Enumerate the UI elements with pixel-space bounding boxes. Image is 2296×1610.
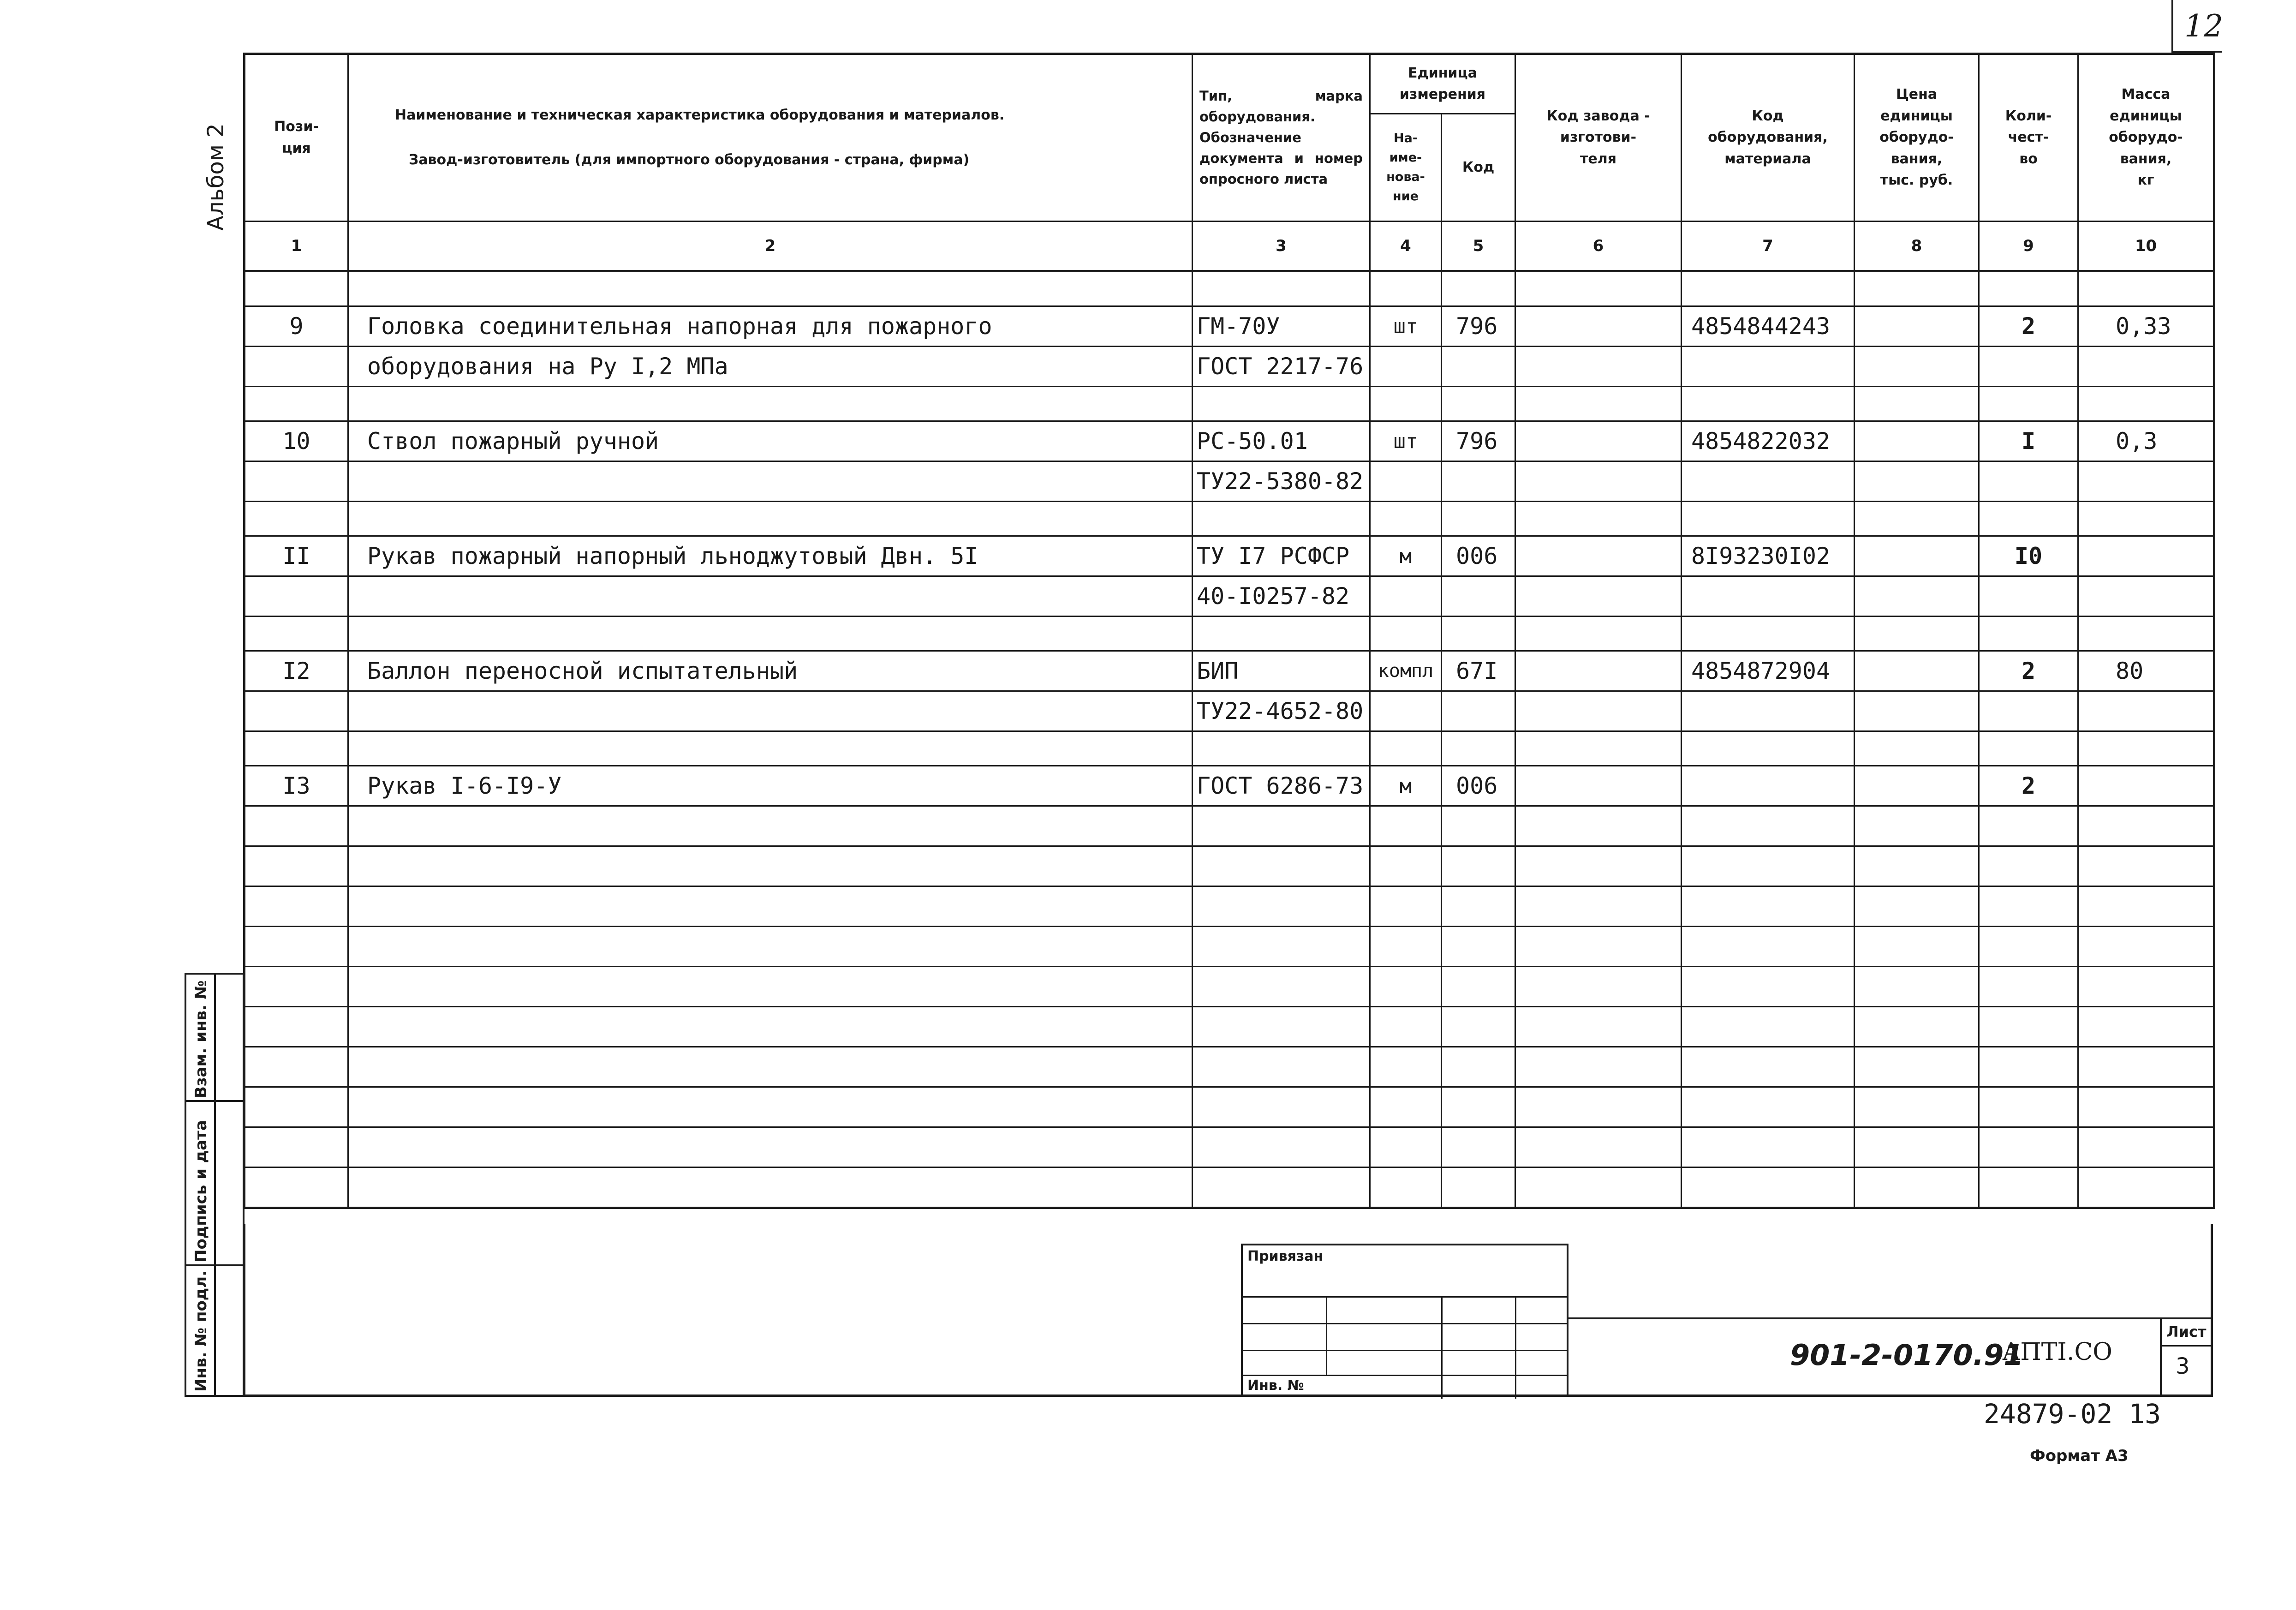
sheet-number-box <box>2160 1317 2213 1397</box>
cell-position: I2 <box>245 651 348 691</box>
cell-quantity: I <box>1979 421 2078 461</box>
header-quantity: Коли- чест- во <box>1979 54 2078 221</box>
sheet-label: Лист <box>2166 1323 2207 1341</box>
cell-price <box>1855 347 1979 387</box>
stamp-top-line <box>1568 1317 2213 1319</box>
cell-unit-code: 796 <box>1442 306 1515 347</box>
table-row-empty <box>245 1167 2214 1208</box>
table-row <box>245 651 2214 691</box>
cell-unit <box>1370 576 1442 616</box>
cell-name <box>348 461 1193 502</box>
cell-factory-code <box>1515 347 1682 387</box>
cell-name <box>348 576 1193 616</box>
cell-mass <box>2078 536 2214 576</box>
cell-price <box>1855 576 1979 616</box>
table-row-empty <box>245 927 2214 967</box>
cell-equipment-code <box>1682 347 1855 387</box>
cell-equipment-code: 4854872904 <box>1682 651 1855 691</box>
cell-factory-code <box>1515 691 1682 731</box>
cell-unit-code: 006 <box>1442 536 1515 576</box>
cell-name: оборудования на Ру I,2 МПа <box>348 347 1193 387</box>
cell-type: 40-I0257-82 <box>1193 576 1370 616</box>
table-row <box>245 536 2214 576</box>
cell-unit-code: 796 <box>1442 421 1515 461</box>
table-row <box>245 576 2214 616</box>
cell-quantity: 2 <box>1979 651 2078 691</box>
table-row <box>245 616 2214 651</box>
table-row-empty <box>245 806 2214 846</box>
project-code: 901-2-0170.91 <box>1790 1338 2024 1372</box>
cell-equipment-code <box>1682 461 1855 502</box>
table-row-empty <box>245 1007 2214 1047</box>
table-row <box>245 271 2214 306</box>
stamp-original-inventory <box>185 1264 245 1397</box>
column-number: 7 <box>1682 221 1855 271</box>
cell-factory-code <box>1515 421 1682 461</box>
column-number-row <box>245 221 2214 271</box>
cell-equipment-code: 4854844243 <box>1682 306 1855 347</box>
document-code: АПТI.СО <box>2002 1338 2112 1366</box>
column-number: 4 <box>1370 221 1442 271</box>
cell-mass <box>2078 347 2214 387</box>
stamp-label-original: Инв. № подл. <box>192 1270 210 1392</box>
cell-unit: м <box>1370 536 1442 576</box>
cell-unit: м <box>1370 766 1442 806</box>
header-factory-code: Код завода - изготови- теля <box>1515 54 1682 221</box>
table-row <box>245 502 2214 536</box>
cell-equipment-code <box>1682 691 1855 731</box>
cell-unit-code <box>1442 347 1515 387</box>
cell-name: Ствол пожарный ручной <box>348 421 1193 461</box>
cell-position: II <box>245 536 348 576</box>
sheet-number: 3 <box>2176 1353 2190 1379</box>
cell-name: Рукав пожарный напорный льноджутовый Двн. 5I <box>348 536 1193 576</box>
cell-mass <box>2078 766 2214 806</box>
table-row <box>245 766 2214 806</box>
cell-name: Баллон переносной испытательный <box>348 651 1193 691</box>
cell-quantity <box>1979 461 2078 502</box>
binding-block <box>1241 1244 1568 1397</box>
cell-unit-code <box>1442 691 1515 731</box>
cell-position <box>245 691 348 731</box>
cell-position <box>245 576 348 616</box>
cell-equipment-code: 8I93230I02 <box>1682 536 1855 576</box>
cell-factory-code <box>1515 306 1682 347</box>
cell-type: ГМ-70У <box>1193 306 1370 347</box>
cell-equipment-code <box>1682 766 1855 806</box>
cell-quantity: I0 <box>1979 536 2078 576</box>
cell-unit: шт <box>1370 421 1442 461</box>
cell-factory-code <box>1515 576 1682 616</box>
cell-position <box>245 347 348 387</box>
cell-unit: шт <box>1370 306 1442 347</box>
cell-quantity: 2 <box>1979 766 2078 806</box>
header-unit-mass: Масса единицы оборудо- вания, кг <box>2078 54 2214 221</box>
cell-price <box>1855 461 1979 502</box>
table-row-empty <box>245 886 2214 927</box>
cell-name: Рукав I-6-I9-У <box>348 766 1193 806</box>
header-unit-group: Единица измерения <box>1370 54 1515 114</box>
column-number: 1 <box>245 221 348 271</box>
cell-price <box>1855 691 1979 731</box>
cell-type: ТУ22-4652-80 <box>1193 691 1370 731</box>
table-row <box>245 461 2214 502</box>
cell-factory-code <box>1515 461 1682 502</box>
cell-unit <box>1370 691 1442 731</box>
corner-number-box <box>2171 0 2222 53</box>
cell-quantity <box>1979 347 2078 387</box>
cell-position: 9 <box>245 306 348 347</box>
cell-factory-code <box>1515 651 1682 691</box>
stamp-replaced-inventory <box>185 973 245 1102</box>
cell-equipment-code: 4854822032 <box>1682 421 1855 461</box>
cell-type: ТУ22-5380-82 <box>1193 461 1370 502</box>
cell-type: ГОСТ 2217-76 <box>1193 347 1370 387</box>
header-type: Тип, марка оборудования. Обозначение документа и номер опросного листа <box>1193 54 1370 221</box>
header-unit-price: Цена единицы оборудо- вания, тыс. руб. <box>1855 54 1979 221</box>
cell-position <box>245 461 348 502</box>
table-row-empty <box>245 846 2214 886</box>
cell-mass: 80 <box>2078 651 2214 691</box>
cell-factory-code <box>1515 536 1682 576</box>
stamp-label-signature: Подпись и дата <box>192 1120 210 1263</box>
cell-unit-code: 67I <box>1442 651 1515 691</box>
cell-unit-code <box>1442 576 1515 616</box>
cell-unit <box>1370 461 1442 502</box>
column-number: 6 <box>1515 221 1682 271</box>
archive-number: 24879-02 13 <box>1984 1398 2161 1430</box>
specification-table <box>243 53 2215 1209</box>
stamp-signature-date <box>185 1100 245 1266</box>
cell-name <box>348 691 1193 731</box>
cell-quantity <box>1979 691 2078 731</box>
cell-position: I3 <box>245 766 348 806</box>
column-number: 10 <box>2078 221 2214 271</box>
cell-position: 10 <box>245 421 348 461</box>
cell-type: ГОСТ 6286-73 <box>1193 766 1370 806</box>
table-row <box>245 387 2214 421</box>
cell-price <box>1855 306 1979 347</box>
cell-mass <box>2078 461 2214 502</box>
column-number: 2 <box>348 221 1193 271</box>
table-row-empty <box>245 967 2214 1007</box>
cell-name: Головка соединительная напорная для пожарного <box>348 306 1193 347</box>
corner-number: 12 <box>2184 8 2223 44</box>
cell-price <box>1855 536 1979 576</box>
table-row <box>245 731 2214 766</box>
table-row <box>245 347 2214 387</box>
column-number: 3 <box>1193 221 1370 271</box>
cell-quantity <box>1979 576 2078 616</box>
header-unit-name: На- име- нова- ние <box>1370 114 1442 221</box>
cell-unit-code <box>1442 461 1515 502</box>
header-equipment-code: Код оборудования, материала <box>1682 54 1855 221</box>
cell-unit: компл <box>1370 651 1442 691</box>
binding-label: Привязан <box>1247 1248 1324 1264</box>
column-number: 9 <box>1979 221 2078 271</box>
table-row <box>245 306 2214 347</box>
cell-quantity: 2 <box>1979 306 2078 347</box>
cell-price <box>1855 766 1979 806</box>
table-row-empty <box>245 1087 2214 1127</box>
column-number: 8 <box>1855 221 1979 271</box>
table-row-empty <box>245 1047 2214 1087</box>
cell-type: БИП <box>1193 651 1370 691</box>
cell-mass <box>2078 691 2214 731</box>
cell-unit <box>1370 347 1442 387</box>
cell-type: ТУ I7 РСФСР <box>1193 536 1370 576</box>
cell-mass <box>2078 576 2214 616</box>
cell-factory-code <box>1515 766 1682 806</box>
cell-unit-code: 006 <box>1442 766 1515 806</box>
stamp-label-replaced: Взам. инв. № <box>192 980 210 1098</box>
paper-format: Формат А3 <box>2030 1447 2129 1465</box>
header-position: Пози- ция <box>245 54 348 221</box>
cell-type: РС-50.01 <box>1193 421 1370 461</box>
header-name: Наименование и техническая характеристика оборудования и материалов. Завод-изготовитель (для импортного оборудования - страна, фирма) <box>348 54 1193 221</box>
album-label: Альбом 2 <box>203 123 229 231</box>
table-row <box>245 691 2214 731</box>
cell-mass: 0,3 <box>2078 421 2214 461</box>
table-row <box>245 421 2214 461</box>
cell-mass: 0,33 <box>2078 306 2214 347</box>
column-number: 5 <box>1442 221 1515 271</box>
cell-price <box>1855 651 1979 691</box>
cell-equipment-code <box>1682 576 1855 616</box>
header-unit-code: Код <box>1442 114 1515 221</box>
inventory-number-label: Инв. № <box>1247 1377 1304 1394</box>
cell-price <box>1855 421 1979 461</box>
table-row-empty <box>245 1127 2214 1167</box>
